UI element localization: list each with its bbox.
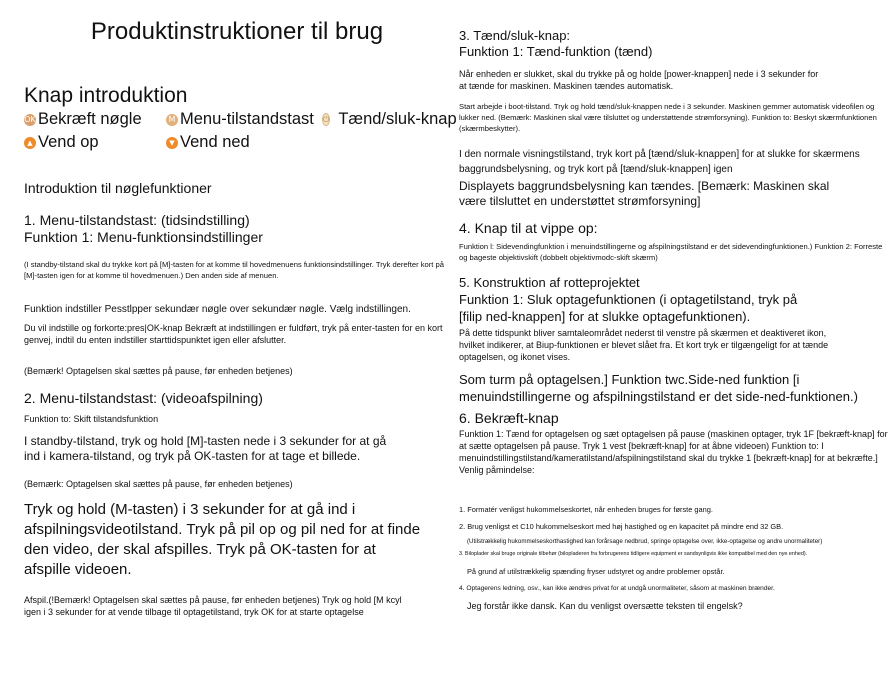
section-3-paragraph-4: Displayets baggrundsbelysning kan tændes. [Bemærk: Maskinen skal være tilsluttet en understøttet strømforsyning] [459, 179, 830, 208]
section-1-paragraph-2: Du vil indstille og forkorte:pres|OK-knap Bekræft at indstillingen er fuldført, tryk på enter-tasten for en kort genvej, indtil du enten indstiller starttidspunktet igen eller afslutter. [24, 323, 443, 345]
key-intro-heading: Knap introduktion [24, 84, 188, 107]
key-ok-label: Bekræft nøgle [38, 110, 142, 128]
section-4-heading: 4. Knap til at vippe op: [459, 220, 598, 236]
key-ok [24, 110, 166, 129]
section-2-heading: 2. Menu-tilstandstast: (videoafspilning) [24, 390, 263, 406]
section-2-paragraph-2: Tryk og hold (M-tasten) i 3 sekunder for at gå ind i afspilningsvideotilstand. Tryk på pil op og pil ned for at finde den video, der skal afspilles. Tryk på OK-tasten for at afspille videoen. [24, 501, 421, 578]
section-1-warning: (Bemærk! Optagelsen skal sættes på pause, før enheden betjenes) [24, 366, 293, 376]
section-1-paragraph-1: Funktion indstiller Pesstlpper sekundær nøgle over sekundær nøgle. Vælg indstillingen. [24, 304, 411, 315]
key-menu-label: Menu-tilstandstast [180, 110, 314, 128]
key-power [322, 110, 457, 129]
key-menu [166, 110, 322, 129]
section-3-paragraph-3: I den normale visningstilstand, tryk kort på [tænd/sluk-knappen] for at slukke for skærmens baggrundsbelysning, og tryk kort på [tænd/sluk-knappen] igen [459, 149, 860, 175]
section-6-paragraph: Funktion 1: Tænd for optagelsen og sæt optagelsen på pause (maskinen optager, tryk 1F [bekræft-knap] for at sætte optagelsen på pause. Tryk 1 vest [bekræft-knap] for at åbne videoen) Funktion to: I menuindstillingstilstand/kameratilstand/afspilningstilstand skal du trykke 1 [bekræft-knap] for at bekræfte.] Venlig påmindelse: [459, 429, 888, 475]
up-key-icon: ▲ [24, 137, 36, 149]
ok-key-icon: OK [24, 115, 36, 124]
section-3-paragraph-2: Start arbejde i boot-tilstand. Tryk og hold tænd/sluk-knappen nede i 3 sekunder. Maskinen gemmer automatisk videofilen og lukker ned. (Bemærk: Maskinen skal være tilsluttet og understøttende strømforsyning). Funktion to: Beskyt skærmfunktionen (skærmbeskytter). [459, 102, 877, 133]
right-column [459, 28, 891, 612]
section-2-paragraph-3: Afspil.(!Bemærk! Optagelsen skal sættes på pause, før enheden betjenes) Tryk og hold [M kcyl igen i 3 sekunder for at vende tilbage til optagetilstand, tryk OK for at starte optagelse [24, 595, 402, 617]
section-6-heading: 6. Bekræft-knap [459, 410, 559, 426]
section-4-paragraph: Funktion l: Sidevendingfunktion i menuindstillingerne og afspilningstilstand er det sidevendingfunktionen.) Funktion 2: Forreste og bageste objektivskift (dobbelt objektivmodc-skift skærm) [459, 242, 883, 262]
power-key-icon: ⏻ [322, 113, 330, 126]
reminder-item: På grund af utilstrækkelig spænding fryser udstyret og andre problemer opstår. [467, 567, 725, 576]
menu-key-icon: M [166, 114, 178, 126]
reminder-item: 3. Biloplader skal bruge originale tilbehør (bilopladeren fra forbrugerens tidligere equipment er sandsynligvis ikke kompatibel med den nye enhed). [459, 551, 808, 557]
left-column [24, 18, 457, 618]
key-up [24, 133, 166, 152]
section-1-note: (I standby-tilstand skal du trykke kort på [M]-tasten for at komme til hovedmenuens funktionsindstillinger. Tryk derefter kort på [M]-tasten igen for at komme til hovedmenuen.) Den anden side af menuen. [24, 260, 444, 280]
section-1-heading: 1. Menu-tilstandstast: (tidsindstilling) [24, 212, 250, 228]
reminder-item: Jeg forstår ikke dansk. Kan du venligst oversætte teksten til engelsk? [467, 601, 743, 611]
key-up-label: Vend op [38, 133, 99, 151]
section-3-heading: 3. Tænd/sluk-knap: [459, 28, 571, 43]
reminder-item: 2. Brug venligst et C10 hukommelseskort med høj hastighed og en kapacitet på mindre end 32 GB. [459, 522, 784, 531]
reminder-item: 4. Optagerens ledning, osv., kan ikke ændres privat for at undgå unormaliteter, såsom at maskinen brænder. [459, 585, 775, 592]
reminder-item: 1. Formatér venligst hukommelseskortet, når enheden bruges for første gang. [459, 505, 713, 514]
key-power-label: Tænd/sluk-knap [338, 110, 457, 128]
key-down-label: Vend ned [180, 133, 250, 151]
section-2-paragraph-1: I standby-tilstand, tryk og hold [M]-tasten nede i 3 sekunder for at gå ind i kamera-tilstand, og tryk på OK-tasten for at tage et billede. [24, 434, 387, 463]
key-legend [24, 110, 457, 152]
intro-heading: Introduktion til nøglefunktioner [24, 180, 212, 196]
section-3-function: Funktion 1: Tænd-funktion (tænd) [459, 44, 653, 59]
down-key-icon: ▼ [166, 137, 178, 149]
key-down [166, 133, 322, 152]
reminder-item: (Utilstrækkelig hukommelseskorthastighed kan forårsage nedbrud, springe optagelse over, ikke-optagelse og andre unormaliteter) [467, 538, 823, 545]
section-5-heading: 5. Konstruktion af rotteprojektet [459, 275, 640, 290]
page-title: Produktinstruktioner til brug [90, 18, 384, 45]
section-1-function: Funktion 1: Menu-funktionsindstillinger [24, 229, 263, 245]
section-2-warning: (Bemærk: Optagelsen skal sættes på pause, før enheden betjenes) [24, 479, 293, 489]
section-2-function: Funktion to: Skift tilstandsfunktion [24, 414, 159, 424]
section-3-paragraph-1: Når enheden er slukket, skal du trykke på og holde [power-knappen] nede i 3 sekunder for at tænde for maskinen. Maskinen tændes automatisk. [459, 69, 819, 91]
section-5-paragraph-1: På dette tidspunkt bliver samtaleområdet nederst til venstre på skærmen et deaktiveret ikon, hvilket indikerer, at Biup-funktionen er blevet slået fra. Et kort tryk er tilgængeligt for at tænde optagelsen, og ikonet vises. [459, 328, 829, 362]
section-5-function: Funktion 1: Sluk optagefunktionen (i optagetilstand, tryk på [filip ned-knappen] for at slukke optagefunktionen). [459, 292, 798, 324]
section-5-paragraph-2: Som turm på optagelsen.] Funktion twc.Side-ned funktion [i menuindstillingerne og afspilningstilstand er det side-ned-funktionen.) [459, 372, 858, 404]
